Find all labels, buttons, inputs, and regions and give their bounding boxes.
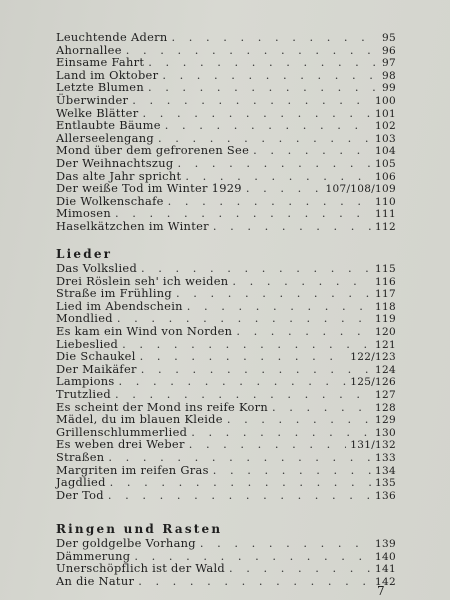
toc-entry <box>56 119 396 132</box>
dot-leader <box>232 275 371 288</box>
toc-section-lieder <box>56 246 396 501</box>
toc-entry <box>56 562 396 575</box>
toc-entry-page: 135 <box>375 477 396 490</box>
toc-entry-page: 117 <box>375 288 396 301</box>
toc-entry-title: An die Natur <box>56 573 135 588</box>
toc-entry-page: 111 <box>375 208 396 221</box>
toc-entry-title: Allerseelengang <box>56 130 154 145</box>
dot-leader <box>110 476 371 489</box>
toc-entry-title: Entlaubte Bäume <box>56 118 161 133</box>
toc-entry-page: 128 <box>375 401 396 414</box>
toc-section-autumn-winter <box>56 31 396 233</box>
toc-entry <box>56 262 396 275</box>
page-number: 7 <box>377 584 385 598</box>
toc-entry-page: 115 <box>375 263 396 275</box>
toc-entry-title: Der goldgelbe Vorhang <box>56 536 196 550</box>
dot-leader <box>200 537 371 550</box>
toc-entry-page: 101 <box>375 107 396 120</box>
toc-entry-title: Jagdlied <box>56 475 106 490</box>
dot-leader <box>126 44 376 57</box>
dot-leader <box>191 426 371 439</box>
dot-leader <box>246 182 322 195</box>
toc-entry <box>56 413 396 426</box>
toc-entry-title: Es kam ein Wind von Norden <box>56 323 233 338</box>
toc-entry-title: Margriten im reifen Gras <box>56 462 209 477</box>
toc-entry-title: Der Weihnachtszug <box>56 155 174 170</box>
toc-entry-page: 136 <box>375 489 396 502</box>
dot-leader <box>168 195 371 208</box>
section-heading: Ringen und Rasten <box>56 522 223 536</box>
section-heading: Lieder <box>56 247 113 261</box>
toc-entry-title: Drei Röslein seh' ich weiden <box>56 273 229 288</box>
toc-entry-title: Leuchtende Adern <box>56 30 168 44</box>
toc-entry-title: Der Tod <box>56 487 104 502</box>
toc-entry-page: 96 <box>382 44 396 57</box>
toc-entry <box>56 31 396 44</box>
toc-entry-page: 116 <box>375 275 396 288</box>
toc-entry-page: 95 <box>382 32 396 44</box>
dot-leader <box>119 375 347 388</box>
dot-leader <box>165 119 371 132</box>
toc-entry-title: Straße im Frühling <box>56 286 172 301</box>
toc-entry-title: Überwinder <box>56 92 129 107</box>
toc-entry <box>56 350 396 363</box>
toc-entry-title: Lied im Abendschein <box>56 298 183 313</box>
toc-entry-title: Mondlied <box>56 311 113 326</box>
toc-entry-page: 125/126 <box>350 376 396 389</box>
toc-entry-title: Die Wolkenschafe <box>56 193 164 208</box>
toc-entry-page: 110 <box>375 195 396 208</box>
toc-entry <box>56 94 396 107</box>
toc-entry-page: 104 <box>375 145 396 158</box>
toc-entry-page: 120 <box>375 325 396 338</box>
toc-entry <box>56 575 396 588</box>
toc-entry-title: Der weiße Tod im Winter 1929 <box>56 181 242 196</box>
toc-entry-title: Lampions <box>56 374 115 389</box>
dot-leader <box>172 31 376 44</box>
toc-entry-title: Das alte Jahr spricht <box>56 168 182 183</box>
toc-entry-page: 142 <box>375 575 396 588</box>
toc-entry-title: Die Schaukel <box>56 349 136 364</box>
toc-entry-title: Unerschöpflich ist der Wald <box>56 561 225 576</box>
toc-section-ringen-und-rasten <box>56 521 396 587</box>
dot-leader <box>236 325 371 338</box>
dot-leader <box>148 56 376 69</box>
dot-leader <box>140 350 347 363</box>
dot-leader <box>187 300 371 313</box>
toc-entry-title: Grillenschlummerlied <box>56 424 188 439</box>
toc-entry-title: Straßen <box>56 449 105 464</box>
toc-entry-page: 102 <box>375 120 396 133</box>
toc-entry-title: Trutzlied <box>56 386 111 401</box>
toc-entry-title: Einsame Fahrt <box>56 55 145 70</box>
dot-leader <box>141 262 371 275</box>
toc-entry <box>56 287 396 300</box>
toc-entry-page: 118 <box>375 300 396 313</box>
toc-entry-page: 105 <box>375 157 396 170</box>
toc-entry-page: 106 <box>375 170 396 183</box>
dot-leader <box>213 220 371 233</box>
dot-leader <box>177 157 371 170</box>
dot-leader <box>253 144 371 157</box>
dot-leader <box>108 451 371 464</box>
toc-entry-page: 127 <box>375 388 396 401</box>
toc-entry-title: Ahornallee <box>56 42 122 57</box>
toc-entry-page: 129 <box>375 414 396 427</box>
toc-entry-page: 97 <box>382 57 396 70</box>
toc-entry-page: 139 <box>375 538 396 550</box>
toc-entry-title: Dämmerung <box>56 548 131 563</box>
dot-leader <box>138 575 371 588</box>
toc-entry-title: Es scheint der Mond ins reife Korn <box>56 399 269 414</box>
toc-entry-title: Liebeslied <box>56 336 119 351</box>
toc-entry-page: 99 <box>382 82 396 95</box>
toc-entry <box>56 464 396 477</box>
toc-entry-page: 131/132 <box>350 439 396 452</box>
toc-entry <box>56 220 396 233</box>
toc-entry-page: 98 <box>382 69 396 82</box>
toc-entry-page: 141 <box>375 563 396 576</box>
toc-entry-title: Land im Oktober <box>56 67 159 82</box>
dot-leader <box>227 413 371 426</box>
toc-entry-title: Welke Blätter <box>56 105 139 120</box>
toc-entry-title: Mädel, du im blauen Kleide <box>56 412 223 427</box>
dot-leader <box>132 94 371 107</box>
toc-entry <box>56 438 396 451</box>
toc-entry-title: Mond über dem gefrorenen See <box>56 143 250 158</box>
dot-leader <box>115 388 371 401</box>
toc-entry <box>56 489 396 502</box>
toc-entry-title: Letzte Blumen <box>56 80 144 95</box>
toc-entry-title: Das Volkslied <box>56 261 138 275</box>
toc-entry-title: Der Maikäfer <box>56 361 137 376</box>
toc-entry <box>56 56 396 69</box>
dot-leader <box>141 363 371 376</box>
toc-entry-page: 119 <box>375 313 396 326</box>
dot-leader <box>122 338 371 351</box>
toc-entry-page: 122/123 <box>350 351 396 364</box>
dot-leader <box>213 464 371 477</box>
toc-entry-page: 100 <box>375 94 396 107</box>
dot-leader <box>229 562 371 575</box>
toc-entry <box>56 476 396 489</box>
dot-leader <box>189 438 347 451</box>
toc-entry-page: 107/108/109 <box>325 183 396 196</box>
toc-entry <box>56 451 396 464</box>
toc-entry-title: Haselkätzchen im Winter <box>56 218 209 233</box>
dot-leader <box>176 287 371 300</box>
toc-entry <box>56 537 396 550</box>
toc-entry <box>56 325 396 338</box>
toc-entry-title: Mimosen <box>56 206 111 221</box>
toc-entry <box>56 182 396 195</box>
dot-leader <box>162 69 376 82</box>
dot-leader <box>148 81 376 94</box>
toc-entry-page: 103 <box>375 132 396 145</box>
toc-entry-page: 140 <box>375 550 396 563</box>
toc-entry-page: 121 <box>375 338 396 351</box>
toc-entry-page: 130 <box>375 426 396 439</box>
toc-entry-page: 134 <box>375 464 396 477</box>
toc-entry-page: 124 <box>375 363 396 376</box>
dot-leader <box>108 489 371 502</box>
dot-leader <box>142 107 371 120</box>
toc-entry <box>56 388 396 401</box>
toc-entry-page: 112 <box>375 220 396 233</box>
toc-entry <box>56 157 396 170</box>
toc-entry-title: Es weben drei Weber <box>56 437 185 452</box>
dot-leader <box>272 401 371 414</box>
toc-entry-page: 133 <box>375 451 396 464</box>
